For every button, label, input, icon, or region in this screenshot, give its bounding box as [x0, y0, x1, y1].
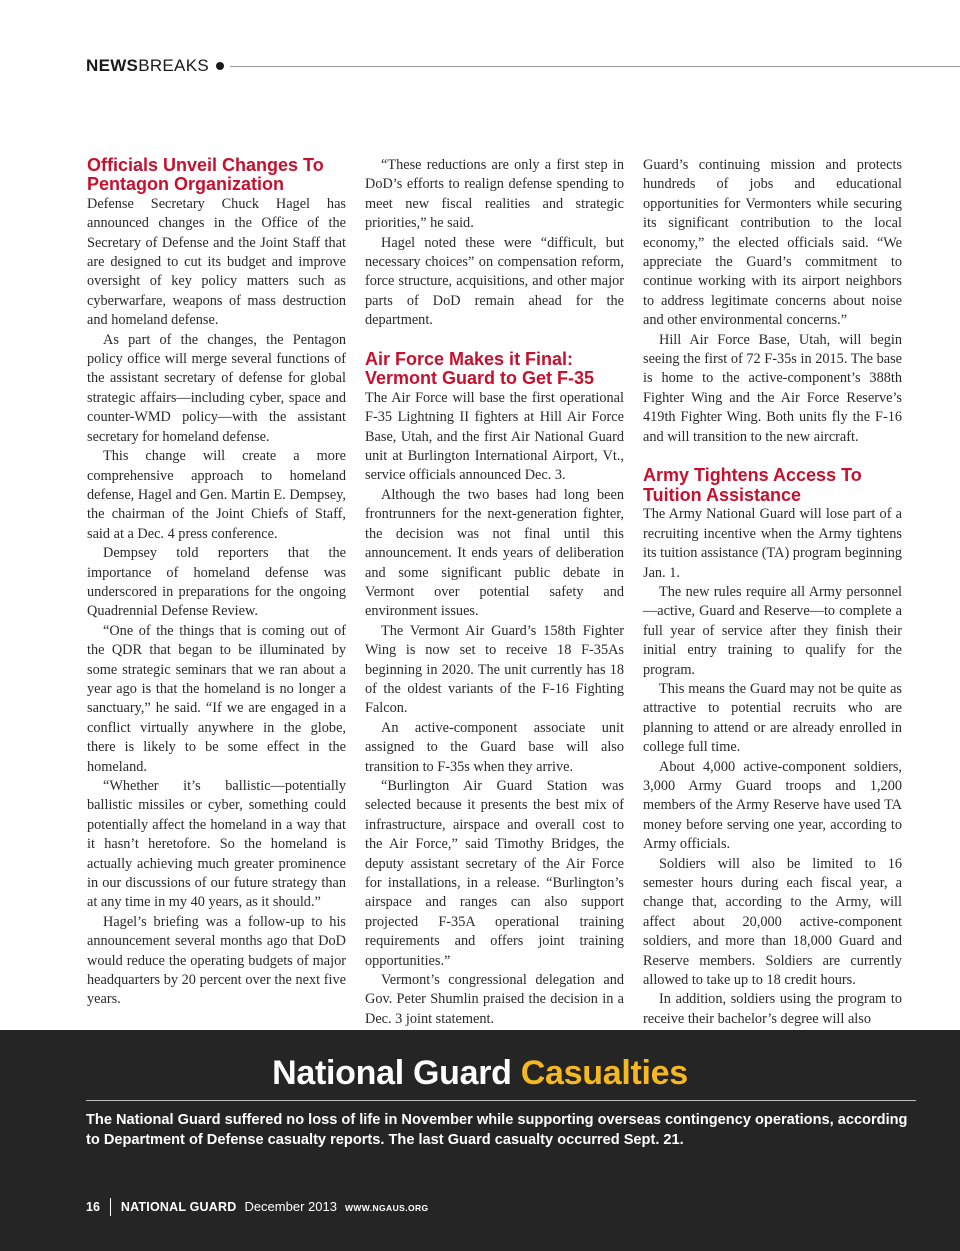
- paragraph: The new rules require all Army personnel—active, Guard and Reserve—to complete a full year of service after they finish their initial entry training to qualify for the program.: [643, 583, 902, 678]
- magazine-name: NATIONAL GUARD: [120, 1200, 237, 1215]
- paragraph: “Burlington Air Guard Station was selected because it presents the best mix of infrastructure, airspace and overall cost to the Air Force,” said Timothy Bridges, the deputy assistant secretary of the Air Force for installations, in a release. “Burlington’s airspace and ranges can also support projected F-35A operational training requirements and offers joint training opportunities.”: [365, 777, 624, 969]
- section-label: [86, 56, 209, 76]
- website-link[interactable]: WWW.NGAUS.ORG: [344, 1203, 429, 1214]
- paragraph: An active-component associate unit assigned to the Guard base will also transition to F-35s when they arrive.: [365, 719, 624, 775]
- headline-f35: Air Force Makes it Final: Vermont Guard to Get F-35: [365, 349, 595, 389]
- spacer: [365, 331, 624, 350]
- paragraph: About 4,000 active-component soldiers, 3,000 Army Guard troops and 1,200 members of the Army Reserve have used TA money before serving one year, according to Army officials.: [643, 758, 902, 853]
- paragraph: As part of the changes, the Pentagon policy office will merge several functions of the assistant secretary of defense for global strategic affairs—including cyber, space and counter-WMD policy—with the assistant secretary for homeland defense.: [87, 331, 346, 445]
- paragraph: The Air Force will base the first operational F-35 Lightning II fighters at Hill Air Force Base, Utah, and the first Air National Guard unit at Burlington International Airport, Vt., service officials announced Dec. 3.: [365, 389, 624, 484]
- page-number: 16: [86, 1200, 100, 1215]
- casualties-banner: [0, 1030, 960, 1251]
- paragraph: The Army National Guard will lose part of a recruiting incentive when the Army tightens its tuition assistance (TA) program beginning Jan. 1.: [643, 506, 902, 581]
- issue-date: December 2013: [244, 1199, 337, 1215]
- banner-title-accent: Casualties: [520, 1054, 688, 1092]
- paragraph: Vermont’s congressional delegation and Gov. Peter Shumlin praised the decision in a Dec. 3 joint statement.: [365, 972, 624, 1027]
- paragraph: Hagel’s briefing was a follow-up to his announcement several months ago that DoD would reduce the operating budgets of major headquarters by 20 percent over the next five years.: [87, 913, 346, 1008]
- paragraph: Dempsey told reporters that the importance of homeland defense was underscored in preparations for the ongoing Quadrennial Defense Review.: [87, 545, 346, 620]
- section-header: [86, 56, 960, 80]
- banner-title-white: National Guard: [272, 1054, 512, 1092]
- paragraph: “Whether it’s ballistic—potentially ballistic missiles or cyber, something could potentially affect the homeland in a way that it hasn’t heretofore. So the homeland is actually achieving much greater prominence in our discussions of our future strategy than at any time in my 40 years, as it should.”: [87, 778, 346, 911]
- paragraph: Hagel noted these were “difficult, but necessary choices” on compensation reform, force structure, acquisitions, and other major parts of DoD remain ahead for the department.: [365, 234, 624, 329]
- column-3: [643, 156, 902, 1029]
- header-rule: [230, 66, 960, 67]
- paragraph: The Vermont Air Guard’s 158th Fighter Wing is now set to receive 18 F-35As beginning in 2020. The unit currently has 18 of the oldest variants of the F-16 Fighting Falcon.: [365, 622, 624, 717]
- paragraph: Although the two bases had long been frontrunners for the next-generation fighter, the decision was not final until this announcement. It ends years of deliberation and some significant public debate in Vermont over potential safety and environment issues.: [365, 486, 624, 620]
- section-label-light: BREAKS: [138, 56, 209, 75]
- banner-text: The National Guard suffered no loss of life in November while supporting overseas contingency operations, according to Department of Defense casualty reports. The last Guard casualty occurred Sept. 21.: [86, 1112, 908, 1148]
- paragraph: This change will create a more comprehensive approach to homeland defense, Hagel and Gen. Martin E. Dempsey, the chairman of the Joint Chiefs of Staff, said at a Dec. 4 press conference.: [87, 448, 346, 542]
- paragraph: This means the Guard may not be quite as attractive to potential recruits who are planning to attend or are already enrolled in college full time.: [643, 680, 902, 756]
- column-2: [365, 156, 624, 1049]
- headline-pentagon: Officials Unveil Changes To Pentagon Organization: [87, 155, 324, 195]
- paragraph: In addition, soldiers using the program to receive their bachelor’s degree will also: [643, 991, 902, 1027]
- paragraph: Guard’s continuing mission and protects hundreds of jobs and educational opportunities for Vermonters while securing its significant contribution to the local economy,” the elected officials said. “We appreciate the Guard’s commitment to continue working with its airport neighbors to address legitimate concerns about noise and other environmental concerns.”: [643, 157, 902, 329]
- bullet-icon: [216, 62, 224, 70]
- section-label-bold: NEWS: [86, 56, 139, 75]
- paragraph: Hill Air Force Base, Utah, will begin seeing the first of 72 F-35s in 2015. The base is home to the active-component’s 388th Fighter Wing and the Air Force Reserve’s 419th Fighter Wing. Both units fly the F-16 and will transition to the new aircraft.: [643, 331, 902, 445]
- banner-title: [0, 1054, 960, 1093]
- paragraph: Defense Secretary Chuck Hagel has announced changes in the Office of the Secretary of Defense and the Joint Staff that are designed to cut its budget and improve oversight of key policy matters such as cyberwarfare, weapons of mass destruction and homeland defense.: [87, 195, 346, 329]
- paragraph: “One of the things that is coming out of the QDR that began to be illuminated by some strategic seminars that we ran about a year ago is that the homeland is no longer a sanctuary,” he said. “If we are engaged in a conflict virtually anywhere in the globe, there is likely to be some effect in the homeland.: [87, 622, 346, 775]
- column-1: [87, 156, 346, 1010]
- paragraph: Soldiers will also be limited to 16 semester hours during each fiscal year, a change that, according to the Army, will affect about 20,000 active-component soldiers, and more than 18,000 Guard and Reserve members. Soldiers are currently allowed to take up to 18 credit hours.: [643, 855, 902, 989]
- page-footer: [86, 1198, 429, 1216]
- spacer: [643, 447, 902, 466]
- headline-tuition: Army Tightens Access To Tuition Assistance: [643, 465, 862, 505]
- paragraph: “These reductions are only a first step in DoD’s efforts to realign defense spending to meet new fiscal realities and strategic priorities,” he said.: [365, 157, 624, 232]
- banner-rule: [86, 1100, 916, 1101]
- footer-divider: [110, 1198, 111, 1216]
